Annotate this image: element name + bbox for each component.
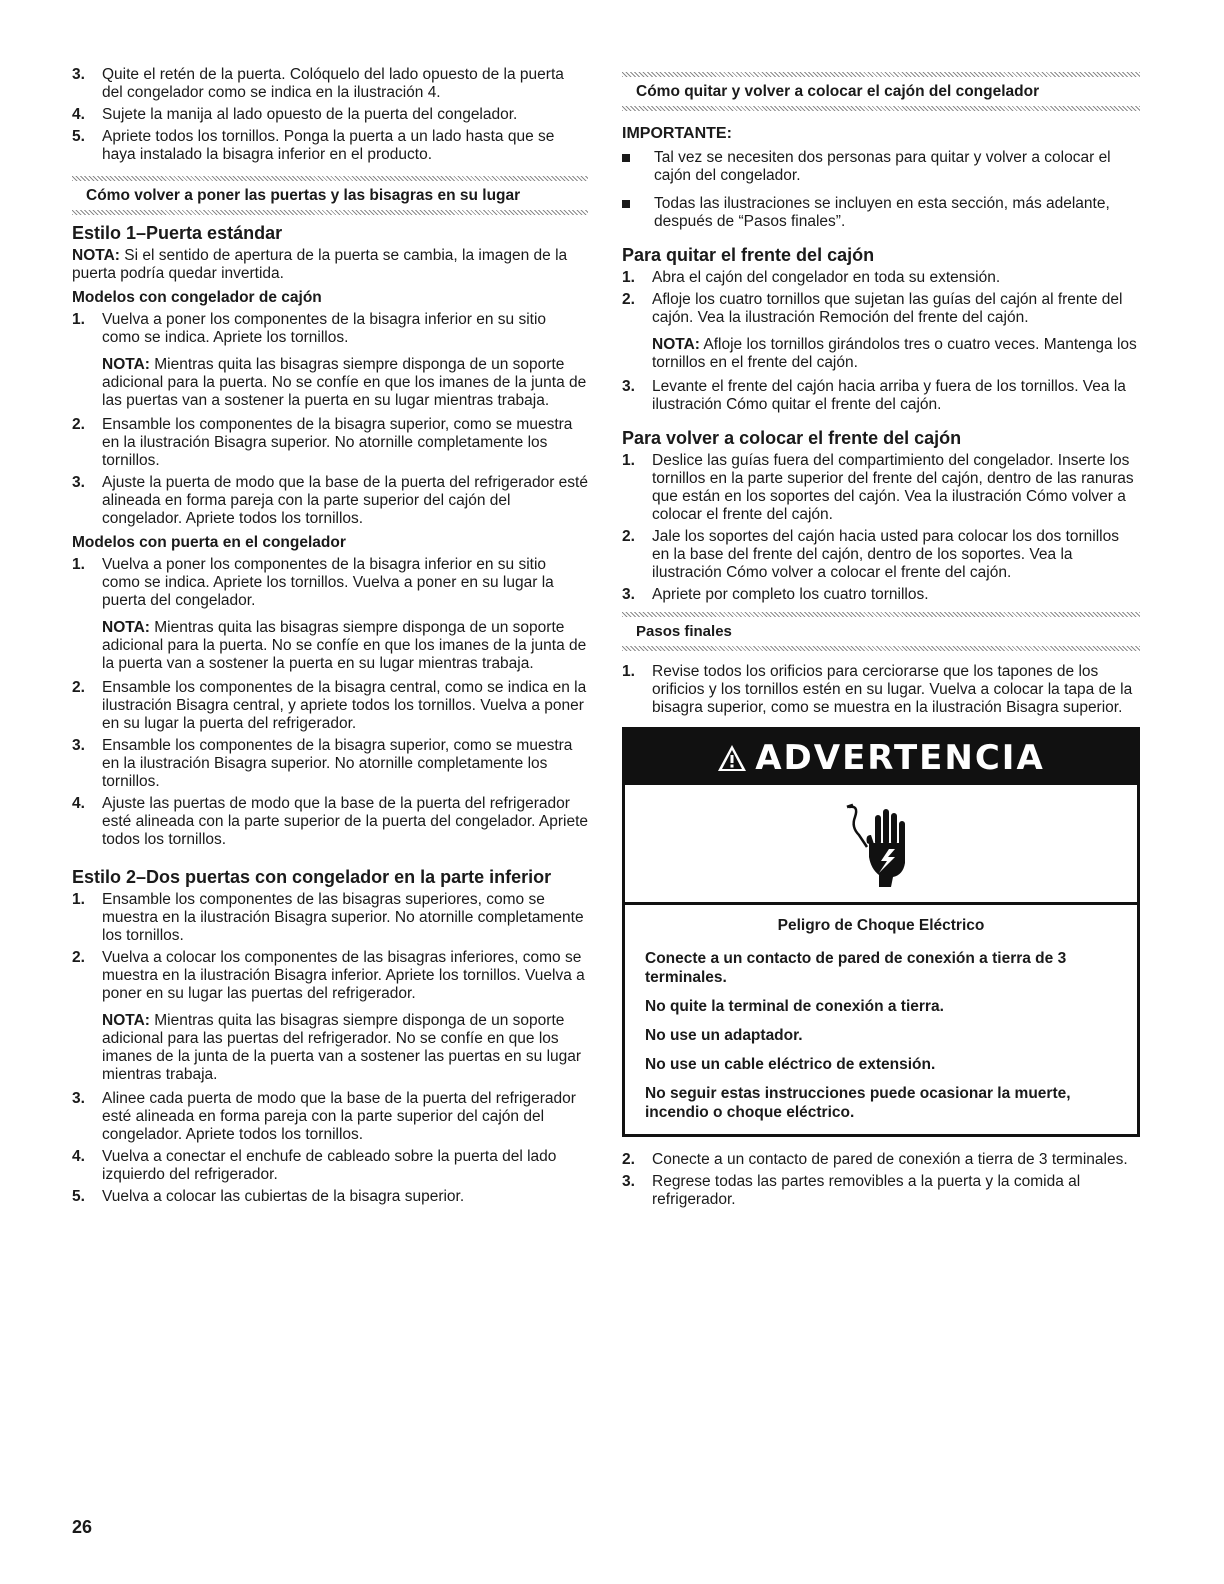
list-item: 4. Sujete la manija al lado opuesto de la puerta del congelador. — [72, 106, 518, 123]
section-banner-final — [622, 612, 1140, 651]
list-item: 3. Regrese todas las partes removibles a la puerta y la comida al refrigerador. — [622, 1173, 1081, 1208]
list-item: 4. Ajuste las puertas de modo que la base de la puerta del refrigerador esté alineada con la parte superior de la puerta del congelador. Apriete todos los tornillos. — [72, 795, 589, 848]
list-item: 3. Apriete por completo los cuatro tornillos. — [622, 586, 929, 603]
door-models-steps — [72, 556, 588, 849]
style2-heading: Estilo 2–Dos puertas con congelador en la parte inferior — [72, 867, 552, 887]
list-item: 5. Vuelva a colocar las cubiertas de la bisagra superior. — [72, 1188, 465, 1205]
left-column — [72, 66, 588, 1210]
list-item: 2. Jale los soportes del cajón hacia usted para colocar los dos tornillos en la base del frente del cajón, dentro de los soportes. Vea la ilustración Cómo volver a colocar el frente del cajón. — [622, 528, 1119, 581]
list-item: 2. Ensamble los componentes de la bisagra central, como se indica en la ilustración Bisagra central, y apriete todos los tornillos. Vuelva a poner en su lugar la puerta del refrigerador. — [72, 679, 587, 732]
remove-front-steps — [622, 269, 1140, 414]
bullet-square-icon — [622, 154, 630, 162]
stripe-divider — [622, 646, 1140, 651]
section-heading: Cómo volver a poner las puertas y las bisagras en su lugar — [86, 187, 521, 204]
list-item: 3. Alinee cada puerta de modo que la base de la puerta del refrigerador esté alineada en forma pareja con la parte superior del cajón del congelador. Apriete todos los tornillos. — [72, 1090, 576, 1143]
warning-triangle-icon — [717, 744, 747, 772]
list-item: 1. Vuelva a poner los componentes de la bisagra inferior en su sitio como se indica. Apriete los tornillos. NOTA: Mientras quita las bisagras siempre disponga de un soporte adicional para la puerta. No se confíe en que los imanes de la junta de las puertas van a sostener la puerta en su lugar mientras trabaja. — [72, 311, 587, 409]
electric-shock-hand-icon — [845, 801, 917, 887]
list-item: 4. Vuelva a conectar el enchufe de cableado sobre la puerta del lado izquierdo del refrigerador. — [72, 1148, 557, 1183]
style1-heading: Estilo 1–Puerta estándar — [72, 223, 283, 243]
warning-icon-area — [625, 785, 1137, 905]
intro-steps — [72, 66, 588, 164]
bullet-square-icon — [622, 200, 630, 208]
section-banner-drawer — [622, 72, 1140, 111]
remove-front-heading: Para quitar el frente del cajón — [622, 245, 875, 265]
right-column — [622, 72, 1140, 1213]
important-bullets — [622, 149, 1140, 231]
drawer-models-steps — [72, 311, 588, 528]
list-item: 3. Quite el retén de la puerta. Colóquelo del lado opuesto de la puerta del congelador como se indica en la ilustración 4. — [72, 66, 564, 101]
list-item: 1. Abra el cajón del congelador en toda su extensión. — [622, 269, 1001, 286]
list-item: 3. Ensamble los componentes de la bisagra superior, como se muestra en la ilustración Bisagra superior. No atornille completamente los tornillos. — [72, 737, 573, 790]
list-item: 2. Ensamble los componentes de la bisagra superior, como se muestra en la ilustración Bisagra superior. No atornille completamente los tornillos. — [72, 416, 573, 469]
warning-body — [625, 905, 1137, 1134]
hazard-label: Peligro de Choque Eléctrico — [777, 917, 985, 934]
step-note: NOTA: Afloje los tornillos girándolos tres o cuatro veces. Mantenga los tornillos en el frente del cajón. — [652, 336, 1137, 371]
list-item: 2. Afloje los cuatro tornillos que sujetan las guías del cajón al frente del cajón. Vea la ilustración Remoción del frente del cajón. NOTA: Afloje los tornillos girándolos tres o cuatro veces. Mantenga los tornillos en el frente del cajón. — [622, 291, 1140, 372]
step-note: NOTA: Mientras quita las bisagras siempre disponga de un soporte adicional para las puertas del refrigerador. No se confíe en que los imanes de la junta de la puerta van a sostener las puertas en su lugar mientras trabaja. — [102, 1012, 582, 1083]
list-item: 1. Vuelva a poner los componentes de la bisagra inferior en su sitio como se indica. Apriete los tornillos. Vuelva a poner en su lugar la puerta del congelador. NOTA: Mientras quita las bisagras siempre disponga de un soporte adicional para la puerta. No se confíe en que los imanes de la junta de la puerta van a sostener la puerta en su lugar mientras trabaja. — [72, 556, 587, 672]
warning-line: No use un adaptador. — [645, 1027, 803, 1044]
list-item: 1. Ensamble los componentes de las bisagras superiores, como se muestra en la ilustración Bisagra superior. No atornille completamente los tornillos. — [72, 891, 584, 944]
list-item: 3. Ajuste la puerta de modo que la base de la puerta del refrigerador esté alineada en forma pareja con la parte superior del cajón del congelador. Apriete todos los tornillos. — [72, 474, 588, 527]
important-label: IMPORTANTE: — [622, 125, 732, 142]
section-heading: Cómo quitar y volver a colocar el cajón del congelador — [636, 83, 1040, 100]
warning-line: No quite la terminal de conexión a tierra. — [645, 998, 944, 1015]
warning-title: ADVERTENCIA — [755, 737, 1045, 778]
page-number: 26 — [72, 1517, 93, 1537]
style1-note: NOTA: Si el sentido de apertura de la puerta se cambia, la imagen de la puerta podría quedar invertida. — [72, 247, 568, 282]
list-item: 3. Levante el frente del cajón hacia arriba y fuera de los tornillos. Vea la ilustración Cómo quitar el frente del cajón. — [622, 378, 1126, 413]
step-note: NOTA: Mientras quita las bisagras siempre disponga de un soporte adicional para la puerta. No se confíe en que los imanes de la junta de las puertas van a sostener la puerta en su lugar mientras trabaja. — [102, 356, 587, 409]
warning-box — [622, 727, 1140, 1137]
stripe-divider — [72, 210, 588, 215]
stripe-divider — [622, 106, 1140, 111]
step-note: NOTA: Mientras quita las bisagras siempre disponga de un soporte adicional para la puerta. No se confíe en que los imanes de la junta de la puerta van a sostener la puerta en su lugar mientras trabaja. — [102, 619, 587, 672]
list-item: 2. Conecte a un contacto de pared de conexión a tierra de 3 terminales. — [622, 1151, 1128, 1168]
list-item: 5. Apriete todos los tornillos. Ponga la puerta a un lado hasta que se haya instalado la bisagra inferior en el producto. — [72, 128, 555, 163]
door-models-heading: Modelos con puerta en el congelador — [72, 534, 346, 551]
warning-line: No use un cable eléctrico de extensión. — [645, 1056, 936, 1073]
warning-line: No seguir estas instrucciones puede ocasionar la muerte, incendio o choque eléctrico. — [645, 1085, 1071, 1121]
replace-front-steps — [622, 452, 1140, 604]
final-steps-continued — [622, 1151, 1140, 1209]
warning-header — [625, 730, 1137, 785]
final-steps — [622, 663, 1140, 717]
warning-line: Conecte a un contacto de pared de conexión a tierra de 3 terminales. — [645, 950, 1067, 986]
style2-steps — [72, 891, 588, 1206]
list-item: 1. Deslice las guías fuera del compartimiento del congelador. Inserte los tornillos en la parte superior del frente del cajón, dentro de las ranuras que están en los soportes del cajón. Vea la ilustración Cómo volver a colocar el frente del cajón. — [622, 452, 1134, 523]
list-item: Tal vez se necesiten dos personas para quitar y volver a colocar el cajón del congelador. — [622, 149, 1140, 185]
drawer-models-heading: Modelos con congelador de cajón — [72, 289, 322, 306]
section-heading: Pasos finales — [636, 623, 732, 640]
list-item: Todas las ilustraciones se incluyen en esta sección, más adelante, después de “Pasos finales”. — [622, 195, 1140, 231]
list-item: 2. Vuelva a colocar los componentes de las bisagras inferiores, como se muestra en la ilustración Bisagra inferior. Apriete los tornillos. Vuelva a poner en su lugar las puertas del refrigerador. NOTA: Mientras quita las bisagras siempre disponga de un soporte adicional para las puertas del refrigerador. No se confíe en que los imanes de la junta de la puerta van a sostener las puertas en su lugar mientras trabaja. — [72, 949, 588, 1084]
list-item: 1. Revise todos los orificios para cerciorarse que los tapones de los orificios y los tornillos estén en su lugar. Vuelva a colocar la tapa de la bisagra superior, como se muestra en la ilustración Bisagra superior. — [622, 663, 1133, 716]
section-banner-doors — [72, 176, 588, 215]
replace-front-heading: Para volver a colocar el frente del cajón — [622, 428, 962, 448]
